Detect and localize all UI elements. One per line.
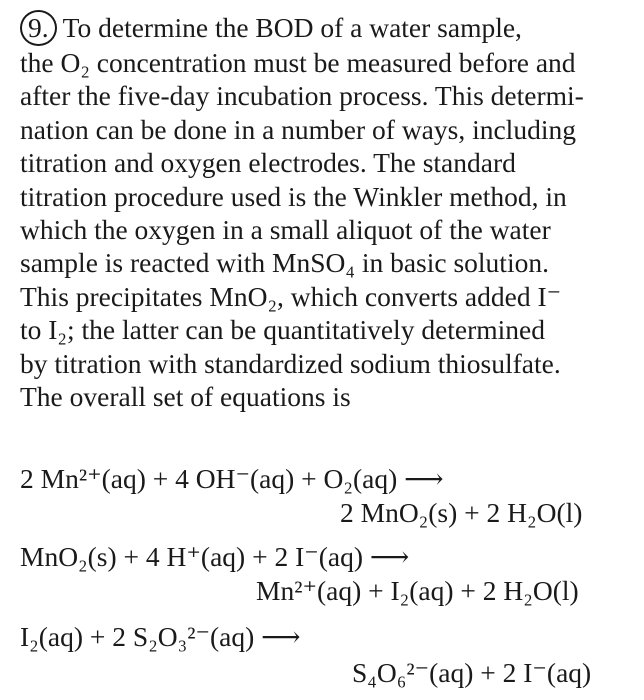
equation-1-left: 2 Mn²⁺(aq) + 4 OH⁻(aq) + O₂(aq) ⟶ <box>20 463 444 494</box>
equation-1-right: 2 MnO₂(s) + 2 H₂O(l) <box>340 497 583 528</box>
problem-line-4: nation can be done in a number of ways, including <box>20 113 576 145</box>
problem-line-5: titration and oxygen electrodes. The standard <box>20 147 516 179</box>
problem-line-9: This precipitates MnO₂, which converts added I⁻ <box>20 280 562 312</box>
problem-line-6: titration procedure used is the Winkler method, in <box>20 180 567 212</box>
problem-line-3: after the five-day incubation process. This determi- <box>20 80 584 112</box>
equation-3 <box>20 620 644 654</box>
equation-3-right: S₄O₆²⁻(aq) + 2 I⁻(aq) <box>352 657 592 688</box>
problem-line-2: the O₂ concentration must be measured before and <box>20 47 576 78</box>
problem-9 <box>20 10 640 413</box>
problem-line-7: which the oxygen in a small aliquot of the water <box>20 214 551 246</box>
problem-number: 9. <box>20 10 57 46</box>
equation-2-right: Mn²⁺(aq) + I₂(aq) + 2 H₂O(l) <box>256 575 579 606</box>
problem-line-10: to I₂; the latter can be quantitatively determined <box>20 314 546 346</box>
equation-2 <box>20 540 644 574</box>
problem-line-11: by titration with standardized sodium thiosulfate. <box>20 347 561 379</box>
problem-line-1 <box>20 10 640 46</box>
equation-3-left: I₂(aq) + 2 S₂O₃²⁻(aq) ⟶ <box>20 621 301 652</box>
equation-2-left: MnO₂(s) + 4 H⁺(aq) + 2 I⁻(aq) ⟶ <box>20 541 410 572</box>
problem-text: To determine the BOD of a water sample, <box>62 12 522 43</box>
equation-1 <box>20 462 644 496</box>
problem-line-12: The overall set of equations is <box>20 381 351 413</box>
problem-line-8: sample is reacted with MnSO₄ in basic solution. <box>20 247 549 279</box>
